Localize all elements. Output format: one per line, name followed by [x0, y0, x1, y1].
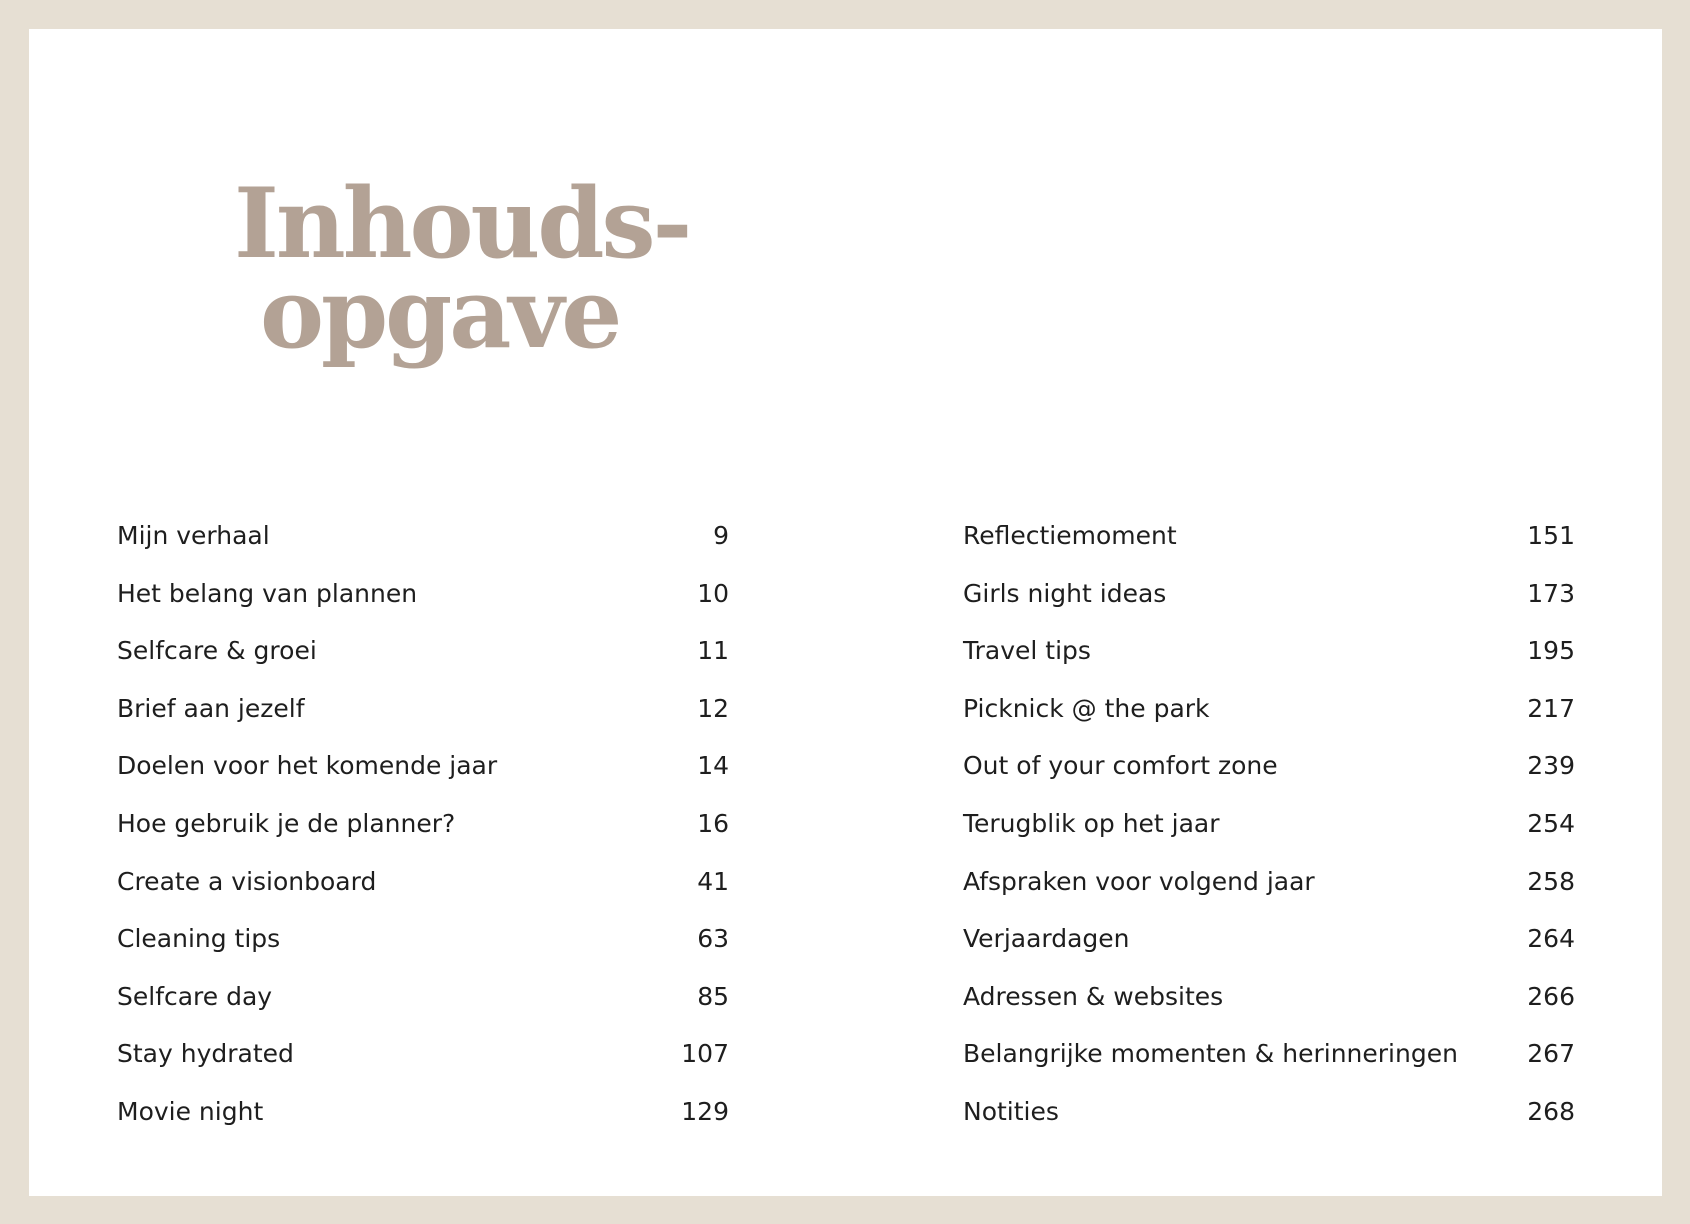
toc-entry[interactable] — [963, 924, 1575, 982]
toc-entry-page: 9 — [713, 521, 729, 550]
toc-entry-label: Doelen voor het komende jaar — [117, 751, 498, 781]
toc-entry[interactable] — [963, 867, 1575, 925]
toc-entry-label: Hoe gebruik je de planner? — [117, 808, 456, 838]
toc-entry-label: Create a visionboard — [117, 866, 377, 896]
toc-entry[interactable] — [117, 751, 729, 809]
toc-entry[interactable] — [963, 1039, 1575, 1097]
toc-entry-page: 129 — [681, 1096, 729, 1126]
toc-entry-page: 258 — [1527, 866, 1575, 896]
toc-entry[interactable] — [117, 694, 729, 752]
toc-entry[interactable] — [117, 867, 729, 925]
toc-entry-page: 254 — [1527, 808, 1575, 838]
toc-entry-page: 16 — [697, 808, 729, 838]
page-title-line-2: opgave — [260, 257, 620, 370]
toc-entry-label: Selfcare day — [117, 981, 273, 1011]
toc-entry-page: 107 — [681, 1039, 729, 1069]
toc-entry-label: Terugblik op het jaar — [963, 808, 1220, 838]
toc-entry[interactable] — [117, 521, 729, 579]
toc-entry[interactable] — [117, 982, 729, 1040]
toc-entry-label: Picknick @ the park — [963, 693, 1210, 723]
toc-entry-page: 217 — [1527, 693, 1575, 723]
toc-entry-page: 10 — [697, 578, 729, 608]
toc-entry[interactable] — [117, 579, 729, 637]
toc-entry[interactable] — [963, 751, 1575, 809]
toc-entry[interactable] — [963, 982, 1575, 1040]
toc-entry[interactable] — [963, 636, 1575, 694]
toc-entry-page: 266 — [1527, 981, 1575, 1011]
toc-entry-page: 63 — [697, 924, 729, 954]
toc-column-left — [117, 521, 729, 1155]
toc-entry-page: 195 — [1527, 636, 1575, 666]
toc-entry-label: Verjaardagen — [963, 924, 1130, 954]
toc-entry-page: 41 — [697, 866, 729, 896]
toc-entry-label: Brief aan jezelf — [117, 693, 305, 723]
page-title — [234, 167, 690, 370]
toc-entry[interactable] — [963, 694, 1575, 752]
toc-entry[interactable] — [963, 1097, 1575, 1155]
toc-entry[interactable] — [963, 809, 1575, 867]
toc-entry-label: Movie night — [117, 1096, 264, 1126]
toc-entry-label: Reflectiemoment — [963, 521, 1177, 550]
toc-entry-label: Girls night ideas — [963, 578, 1167, 608]
toc-entry-page: 264 — [1527, 924, 1575, 954]
toc-entry-label: Afspraken voor volgend jaar — [963, 866, 1315, 896]
page-title-line-1: Inhouds- — [234, 167, 690, 280]
toc-entry-page: 268 — [1527, 1096, 1575, 1126]
toc-entry-label: Belangrijke momenten & herinneringen — [963, 1039, 1458, 1069]
toc-entry-label: Mijn verhaal — [117, 521, 270, 550]
toc-entry-page: 239 — [1527, 751, 1575, 781]
toc-entry-label: Stay hydrated — [117, 1039, 294, 1069]
toc-entry[interactable] — [117, 636, 729, 694]
toc-entry[interactable] — [117, 1097, 729, 1155]
toc-entry[interactable] — [117, 924, 729, 982]
toc-entry-page: 85 — [697, 981, 729, 1011]
toc-entry[interactable] — [963, 521, 1575, 579]
toc-entry-label: Cleaning tips — [117, 924, 281, 954]
toc-column-right — [963, 521, 1575, 1155]
toc-entry-page: 11 — [697, 636, 729, 666]
toc-entry-label: Adressen & websites — [963, 981, 1224, 1011]
toc-entry-page: 12 — [697, 693, 729, 723]
toc-entry-page: 14 — [697, 751, 729, 781]
page — [29, 29, 1662, 1196]
toc-entry-page: 267 — [1527, 1039, 1575, 1069]
toc-entry-label: Travel tips — [963, 636, 1091, 666]
toc-entry-page: 173 — [1527, 578, 1575, 608]
toc-entry[interactable] — [963, 579, 1575, 637]
toc-entry[interactable] — [117, 809, 729, 867]
toc-entry-page: 151 — [1527, 521, 1575, 550]
toc-entry[interactable] — [117, 1039, 729, 1097]
toc-entry-label: Selfcare & groei — [117, 636, 317, 666]
toc-entry-label: Out of your comfort zone — [963, 751, 1278, 781]
toc-entry-label: Het belang van plannen — [117, 578, 418, 608]
toc-entry-label: Notities — [963, 1096, 1059, 1126]
